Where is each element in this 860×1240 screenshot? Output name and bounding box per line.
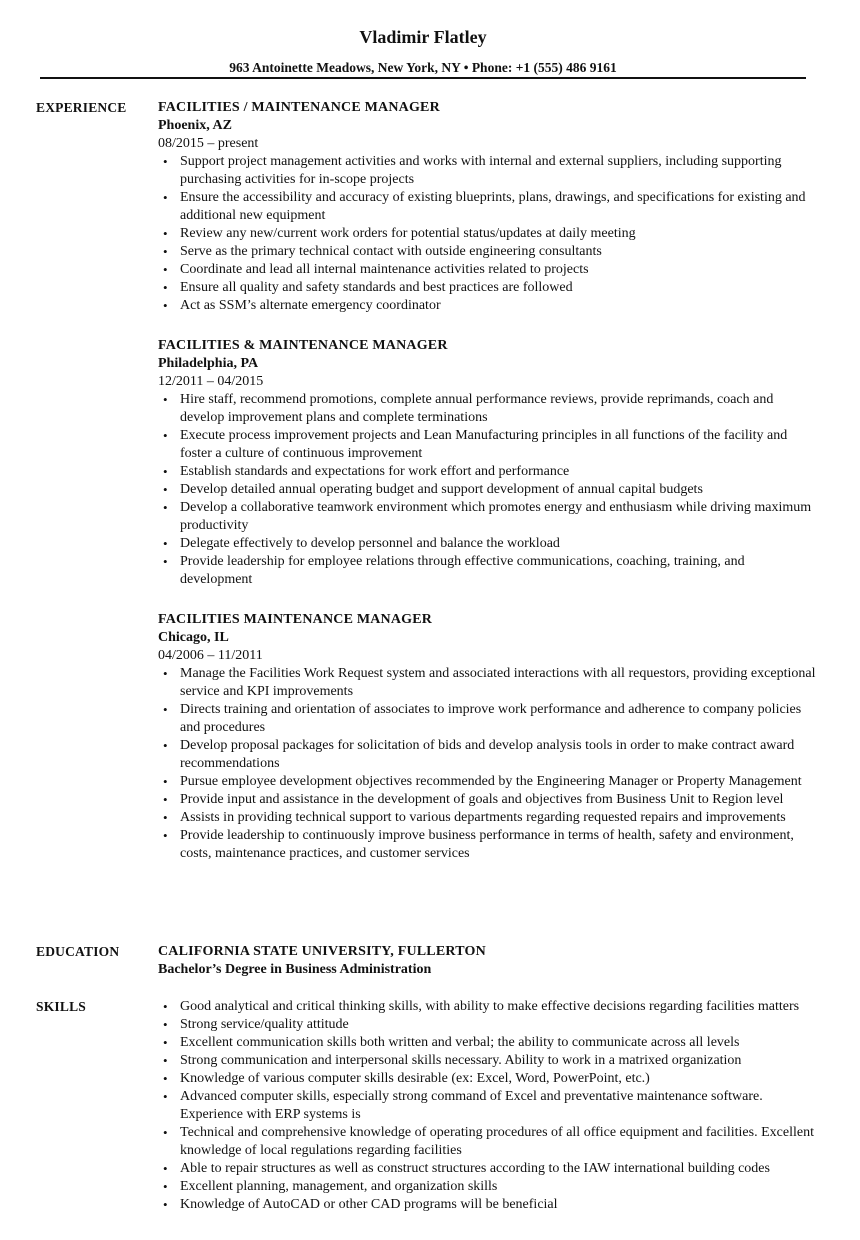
job-bullets bbox=[158, 391, 818, 589]
job-entry bbox=[158, 99, 818, 315]
degree: Bachelor’s Degree in Business Administration bbox=[158, 962, 432, 977]
job-location: Philadelphia, PA bbox=[158, 356, 259, 371]
skill-item: • Strong communication and interpersonal skills necessary. Ability to work in a matrixed organization bbox=[158, 1052, 818, 1070]
bullet-item: • Develop a collaborative teamwork environment which promotes energy and enthusiasm while driving maximum productivity bbox=[158, 499, 818, 535]
skill-item: • Knowledge of various computer skills desirable (ex: Excel, Word, PowerPoint, etc.) bbox=[158, 1070, 818, 1088]
skills-bullets bbox=[158, 998, 818, 1214]
bullet-item: • Develop detailed annual operating budget and support development of annual capital budgets bbox=[158, 481, 818, 499]
skill-item: • Good analytical and critical thinking skills, with ability to make effective decisions regarding facilities matters bbox=[158, 998, 818, 1016]
contact-line: 963 Antoinette Meadows, New York, NY • Phone: +1 (555) 486 9161 bbox=[229, 60, 617, 75]
education-entry bbox=[158, 943, 818, 979]
job-title: FACILITIES MAINTENANCE MANAGER bbox=[158, 612, 433, 627]
bullet-item: • Provide leadership for employee relations through effective communications, coaching, training, and development bbox=[158, 553, 818, 589]
skill-item: • Able to repair structures as well as construct structures according to the IAW international building codes bbox=[158, 1160, 818, 1178]
skill-item: • Strong service/quality attitude bbox=[158, 1016, 818, 1034]
job-entry bbox=[158, 611, 818, 863]
skills-entry bbox=[158, 998, 818, 1214]
school-name: CALIFORNIA STATE UNIVERSITY, FULLERTON bbox=[158, 944, 486, 959]
skill-item: • Advanced computer skills, especially strong command of Excel and preventative maintenance software. Experience with ERP systems is bbox=[158, 1088, 818, 1124]
bullet-item: • Develop proposal packages for solicitation of bids and develop analysis tools in order to make contract award recommendations bbox=[158, 737, 818, 773]
skill-item: • Excellent communication skills both written and verbal; the ability to communicate across all levels bbox=[158, 1034, 818, 1052]
section-label-experience: EXPERIENCE bbox=[36, 100, 127, 115]
bullet-item: • Directs training and orientation of associates to improve work performance and adherence to company policies and procedures bbox=[158, 701, 818, 737]
skill-item: • Excellent planning, management, and organization skills bbox=[158, 1178, 818, 1196]
bullet-item: • Manage the Facilities Work Request system and associated interactions with all requestors, providing exceptional service and KPI improvements bbox=[158, 665, 818, 701]
bullet-item: • Hire staff, recommend promotions, complete annual performance reviews, provide reprimands, coach and develop improvement plans and complete terminations bbox=[158, 391, 818, 427]
bullet-item: • Act as SSM’s alternate emergency coordinator bbox=[158, 297, 818, 315]
job-dates: 04/2006 – 11/2011 bbox=[158, 648, 263, 663]
bullet-item: • Serve as the primary technical contact with outside engineering consultants bbox=[158, 243, 818, 261]
job-dates: 12/2011 – 04/2015 bbox=[158, 374, 264, 389]
bullet-item: • Establish standards and expectations for work effort and performance bbox=[158, 463, 818, 481]
job-dates: 08/2015 – present bbox=[158, 136, 259, 151]
bullet-item: • Provide input and assistance in the development of goals and objectives from Business Unit to Region level bbox=[158, 791, 818, 809]
bullet-item: • Pursue employee development objectives recommended by the Engineering Manager or Property Management bbox=[158, 773, 818, 791]
bullet-item: • Delegate effectively to develop personnel and balance the workload bbox=[158, 535, 818, 553]
skill-item: • Knowledge of AutoCAD or other CAD programs will be beneficial bbox=[158, 1196, 818, 1214]
bullet-item: • Review any new/current work orders for potential status/updates at daily meeting bbox=[158, 225, 818, 243]
job-location: Chicago, IL bbox=[158, 630, 229, 645]
job-entry bbox=[158, 337, 818, 589]
skill-item: • Technical and comprehensive knowledge of operating procedures of all office equipment and facilities. Excellent knowledge of local regulations regarding facilities bbox=[158, 1124, 818, 1160]
header-divider bbox=[40, 77, 806, 79]
bullet-item: • Assists in providing technical support to various departments regarding requested repairs and improvements bbox=[158, 809, 818, 827]
job-bullets bbox=[158, 153, 818, 315]
bullet-item: • Coordinate and lead all internal maintenance activities related to projects bbox=[158, 261, 818, 279]
bullet-item: • Ensure all quality and safety standards and best practices are followed bbox=[158, 279, 818, 297]
bullet-item: • Ensure the accessibility and accuracy of existing blueprints, plans, drawings, and specifications for existing and additional new equipment bbox=[158, 189, 818, 225]
bullet-item: • Provide leadership to continuously improve business performance in terms of health, safety and environment, costs, maintenance practices, and customer services bbox=[158, 827, 818, 863]
job-bullets bbox=[158, 665, 818, 863]
section-label-education: EDUCATION bbox=[36, 944, 120, 959]
job-title: FACILITIES / MAINTENANCE MANAGER bbox=[158, 100, 440, 115]
bullet-item: • Support project management activities and works with internal and external suppliers, including supporting purchasing activities for in-scope projects bbox=[158, 153, 818, 189]
candidate-name: Vladimir Flatley bbox=[359, 27, 487, 47]
job-location: Phoenix, AZ bbox=[158, 118, 232, 133]
section-label-skills: SKILLS bbox=[36, 999, 86, 1014]
bullet-item: • Execute process improvement projects and Lean Manufacturing principles in all functions of the facility and foster a culture of continuous improvement bbox=[158, 427, 818, 463]
job-title: FACILITIES & MAINTENANCE MANAGER bbox=[158, 338, 448, 353]
